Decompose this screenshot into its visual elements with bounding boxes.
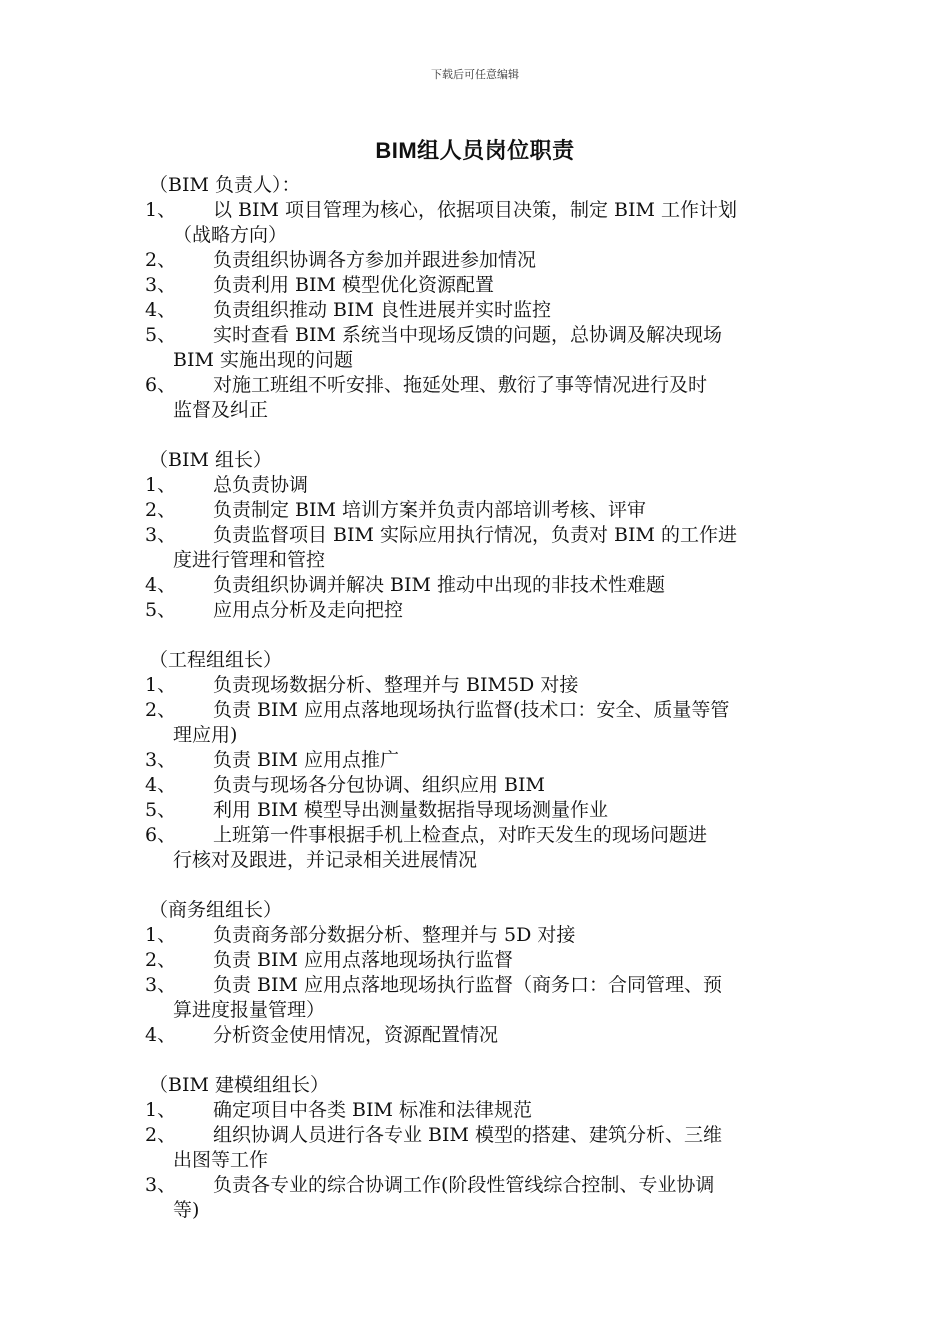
duty-list-item — [145, 773, 810, 798]
duty-text: 负责利用 BIM 模型优化资源配置 — [213, 274, 495, 296]
duty-list-item — [145, 1098, 810, 1123]
list-number: 3、 — [145, 274, 177, 296]
duty-text: 实时查看 BIM 系统当中现场反馈的问题，总协调及解决现场 — [213, 324, 723, 346]
duty-list-item — [145, 598, 810, 623]
duty-list-item — [145, 473, 810, 498]
list-number: 1、 — [145, 674, 177, 696]
role-section — [145, 898, 810, 1048]
duty-list-item — [145, 298, 810, 323]
duty-text-continuation: 等) — [173, 1199, 200, 1221]
duty-text: 以 BIM 项目管理为核心，依据项目决策，制定 BIM 工作计划 — [213, 199, 738, 221]
duty-text: 负责各专业的综合协调工作(阶段性管线综合控制、专业协调 — [213, 1174, 715, 1196]
section-heading: （BIM 负责人）： — [149, 174, 301, 196]
duty-text: 负责组织协调并解决 BIM 推动中出现的非技术性难题 — [213, 574, 666, 596]
duty-text: 负责与现场各分包协调、组织应用 BIM — [213, 774, 545, 796]
section-heading: （BIM 建模组组长） — [149, 1074, 329, 1096]
duty-text: 确定项目中各类 BIM 标准和法律规范 — [213, 1099, 533, 1121]
duty-text: 对施工班组不听安排、拖延处理、敷衍了事等情况进行及时 — [213, 374, 708, 396]
duty-list-item — [145, 673, 810, 698]
duty-list-item — [145, 248, 810, 273]
duty-text: 应用点分析及走向把控 — [213, 599, 404, 621]
duty-text: 负责 BIM 应用点落地现场执行监督(技术口：安全、质量等管 — [213, 699, 730, 721]
duty-list-item — [145, 373, 810, 423]
list-number: 6、 — [145, 824, 177, 846]
duty-text-continuation: 理应用) — [173, 724, 238, 746]
list-number: 5、 — [145, 324, 177, 346]
list-number: 3、 — [145, 974, 177, 996]
duty-list-item — [145, 1023, 810, 1048]
list-number: 1、 — [145, 199, 177, 221]
duty-text-continuation: BIM 实施出现的问题 — [173, 349, 353, 371]
list-number: 4、 — [145, 1024, 177, 1046]
duty-list-item — [145, 798, 810, 823]
duty-text-continuation: 算进度报量管理） — [173, 999, 326, 1021]
list-number: 2、 — [145, 949, 177, 971]
duty-list-item — [145, 823, 810, 873]
list-number: 1、 — [145, 474, 177, 496]
duty-text: 负责制定 BIM 培训方案并负责内部培训考核、评审 — [213, 499, 647, 521]
list-number: 4、 — [145, 299, 177, 321]
duty-text: 负责 BIM 应用点推广 — [213, 749, 400, 771]
section-heading: （BIM 组长） — [149, 449, 272, 471]
duty-list-item — [145, 573, 810, 598]
list-number: 6、 — [145, 374, 177, 396]
duty-list-item — [145, 323, 810, 373]
duty-text-continuation: 度进行管理和管控 — [173, 549, 326, 571]
list-number: 1、 — [145, 1099, 177, 1121]
duty-list-item — [145, 923, 810, 948]
duty-text: 组织协调人员进行各专业 BIM 模型的搭建、建筑分析、三维 — [213, 1124, 723, 1146]
duty-text: 负责组织协调各方参加并跟进参加情况 — [213, 249, 537, 271]
list-number: 5、 — [145, 599, 177, 621]
list-number: 1、 — [145, 924, 177, 946]
duty-text-continuation: （战略方向） — [173, 224, 288, 246]
list-number: 2、 — [145, 699, 177, 721]
duty-text: 负责 BIM 应用点落地现场执行监督 — [213, 949, 514, 971]
duty-text: 上班第一件事根据手机上检查点，对昨天发生的现场问题进 — [213, 824, 708, 846]
duty-text: 利用 BIM 模型导出测量数据指导现场测量作业 — [213, 799, 609, 821]
duty-list-item — [145, 1173, 810, 1223]
document-title: BIM组人员岗位职责 — [375, 138, 575, 163]
section-heading: （工程组组长） — [149, 649, 283, 671]
list-number: 3、 — [145, 749, 177, 771]
duty-list-item — [145, 748, 810, 773]
list-number: 4、 — [145, 574, 177, 596]
duty-list-item — [145, 498, 810, 523]
duty-text-continuation: 行核对及跟进，并记录相关进展情况 — [173, 849, 478, 871]
page-header: 下载后可任意编辑 — [431, 68, 519, 81]
duty-text: 负责监督项目 BIM 实际应用执行情况，负责对 BIM 的工作进 — [213, 524, 738, 546]
duty-list-item — [145, 523, 810, 573]
list-number: 2、 — [145, 249, 177, 271]
duty-text-continuation: 出图等工作 — [173, 1149, 269, 1171]
duty-text: 负责组织推动 BIM 良性进展并实时监控 — [213, 299, 552, 321]
list-number: 3、 — [145, 1174, 177, 1196]
duty-list-item — [145, 273, 810, 298]
duty-list-item — [145, 948, 810, 973]
duty-text: 总负责协调 — [213, 474, 309, 496]
role-section — [145, 1073, 810, 1223]
document-body — [145, 173, 810, 1248]
duty-text: 负责商务部分数据分析、整理并与 5D 对接 — [213, 924, 576, 946]
list-number: 2、 — [145, 1124, 177, 1146]
role-section — [145, 173, 810, 423]
duty-text-continuation: 监督及纠正 — [173, 399, 269, 421]
list-number: 3、 — [145, 524, 177, 546]
list-number: 4、 — [145, 774, 177, 796]
duty-list-item — [145, 698, 810, 748]
role-section — [145, 448, 810, 623]
duty-text: 负责现场数据分析、整理并与 BIM5D 对接 — [213, 674, 579, 696]
role-section — [145, 648, 810, 873]
duty-text: 负责 BIM 应用点落地现场执行监督（商务口：合同管理、预 — [213, 974, 723, 996]
section-heading: （商务组组长） — [149, 899, 283, 921]
duty-text: 分析资金使用情况，资源配置情况 — [213, 1024, 499, 1046]
list-number: 5、 — [145, 799, 177, 821]
duty-list-item — [145, 1123, 810, 1173]
duty-list-item — [145, 973, 810, 1023]
list-number: 2、 — [145, 499, 177, 521]
duty-list-item — [145, 198, 810, 248]
